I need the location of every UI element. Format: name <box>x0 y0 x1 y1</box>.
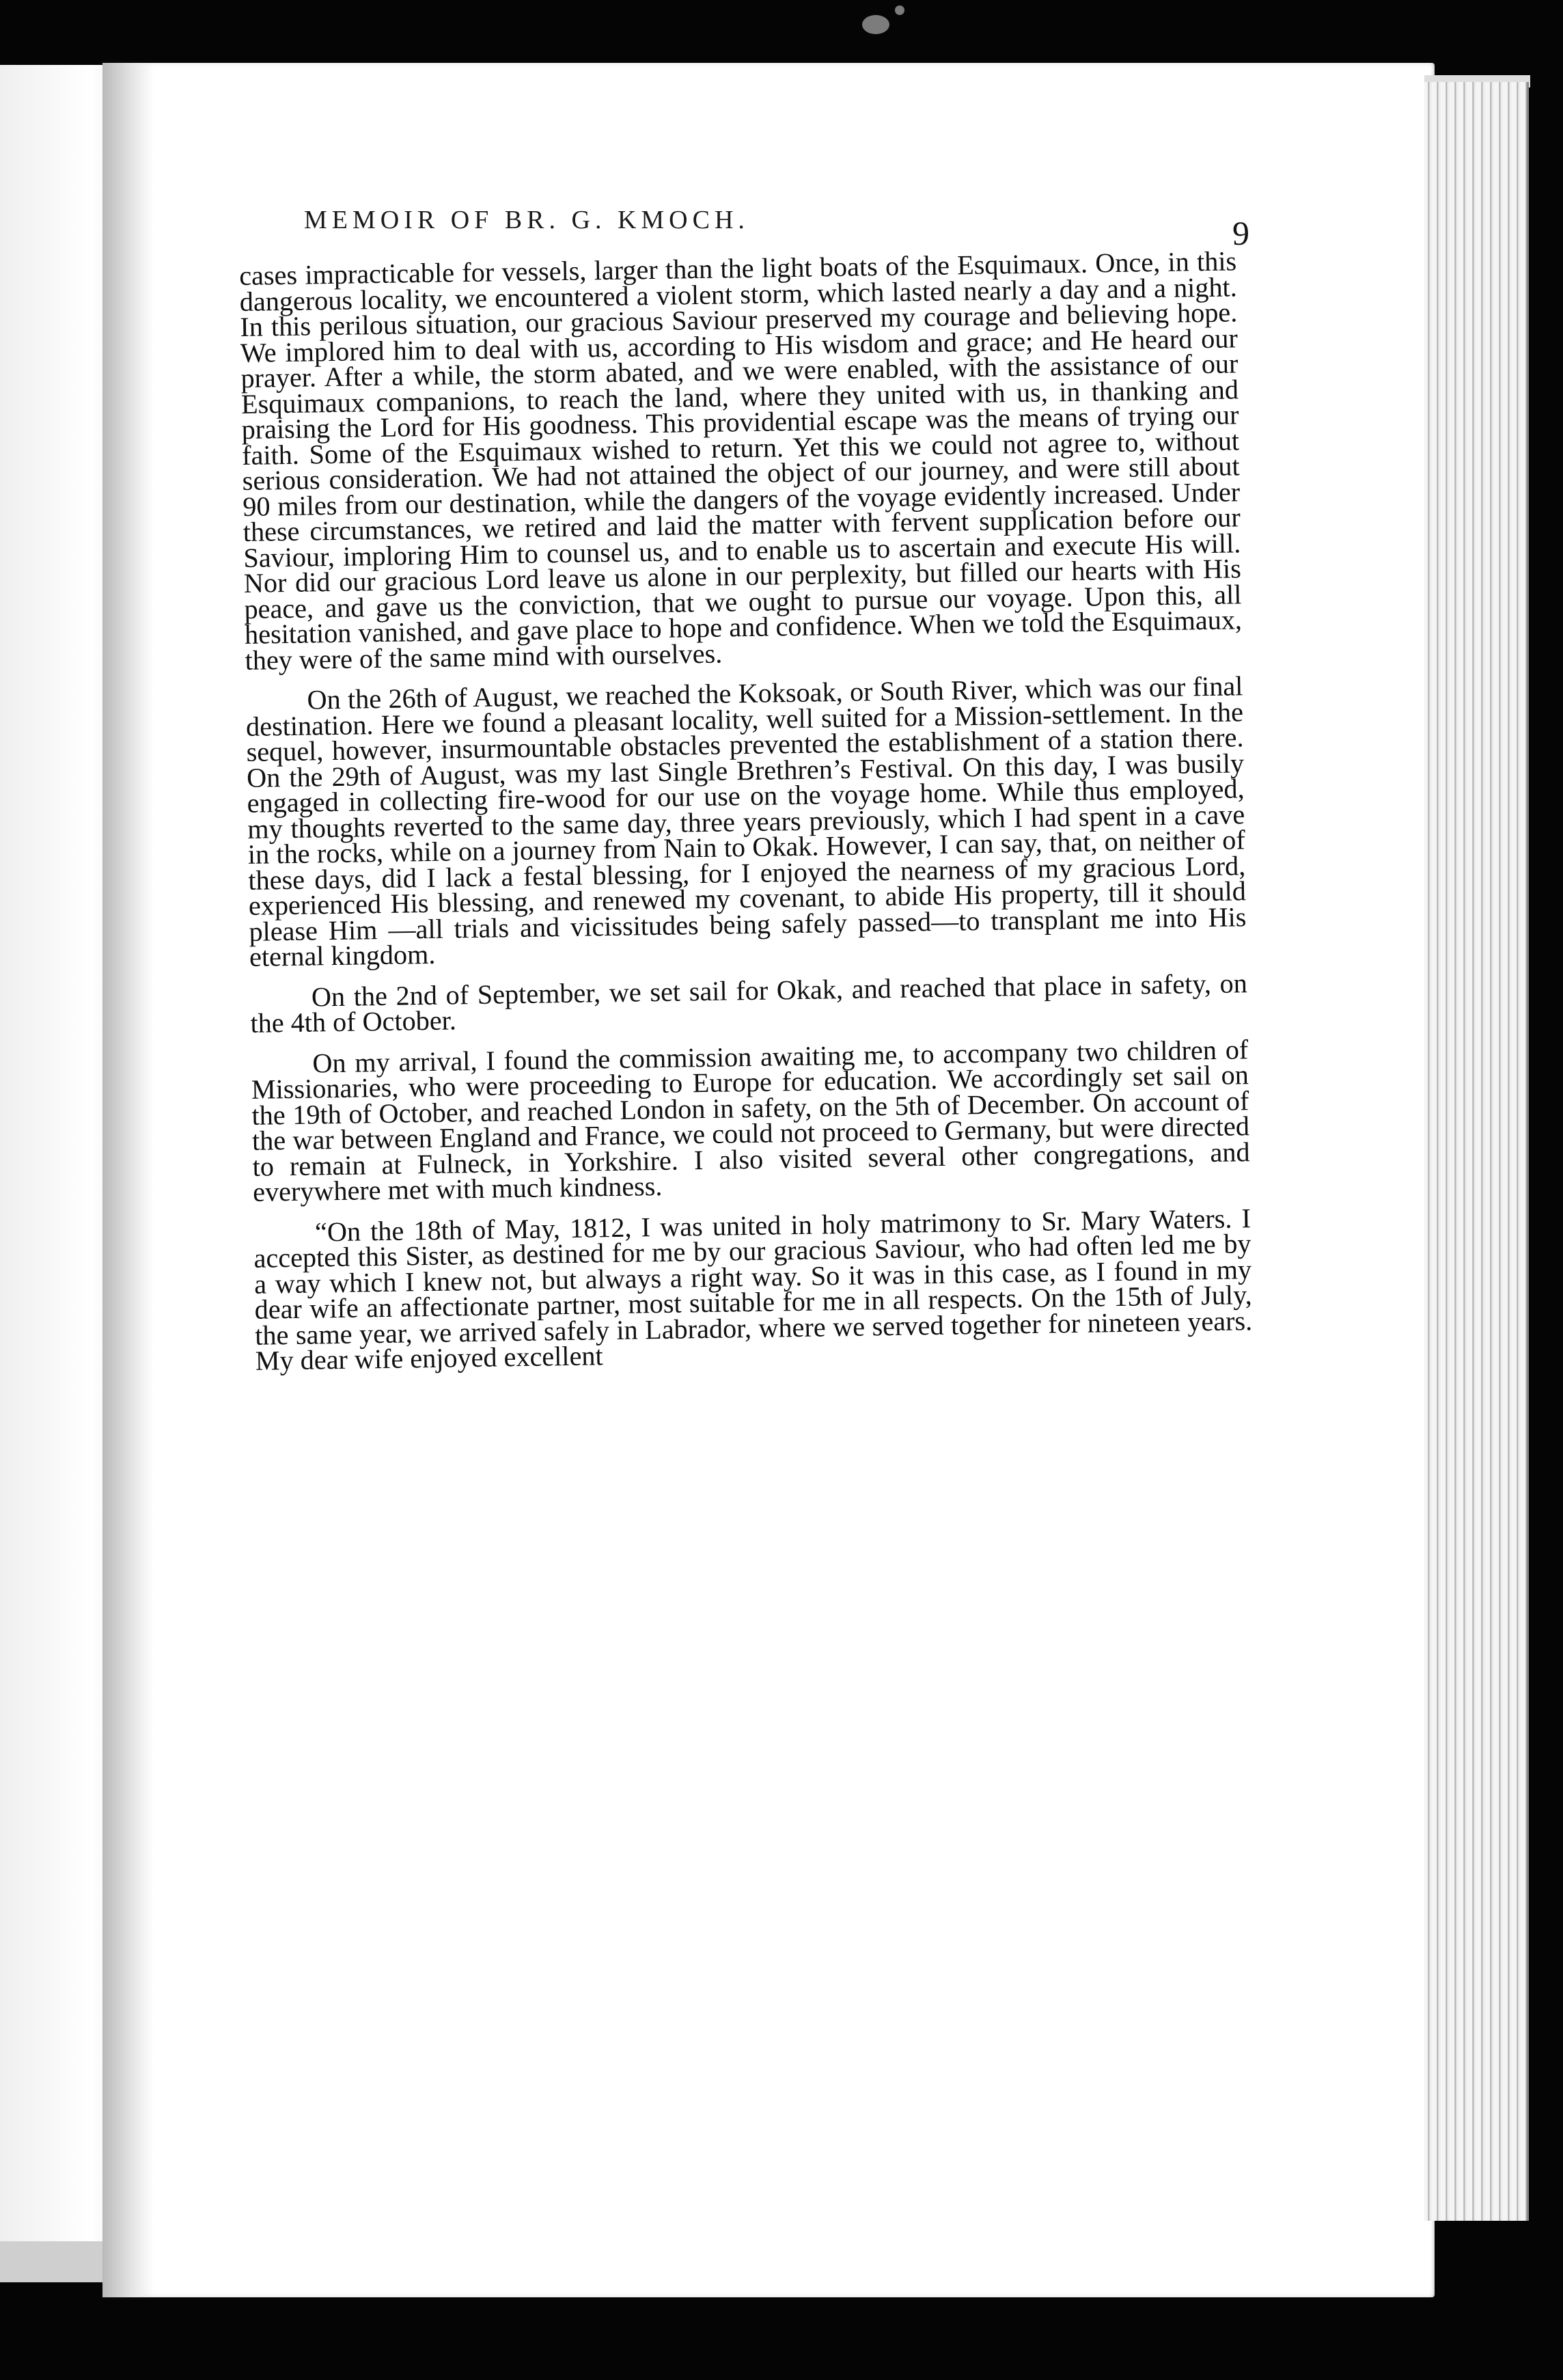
gutter-shadow <box>102 63 154 2297</box>
paragraph: “On the 18th of May, 1812, I was united in holy matrimony to Sr. Mary Waters. I accepted this Sister, as destined for me by our gracious Saviour, who had often led me by a way which I knew not, but always a right way. So it was in this case, as I found in my dear wife an affectionate partner, most suitable for me in all respects. On the 15th of July, the same year, we arrived safely in Labrador, where we served together for nineteen years. My dear wife enjoyed excellent <box>253 1202 1253 1376</box>
scan-speck <box>895 5 904 15</box>
running-head-title: MEMOIR OF BR. G. KMOCH. <box>304 206 749 234</box>
body-text <box>238 245 1253 1389</box>
page-fore-edge <box>1424 82 1529 2221</box>
paragraph: On the 2nd of September, we set sail for Okak, and reached that place in safety, on the 4th of October. <box>250 967 1248 1039</box>
scan-speck <box>862 15 889 34</box>
paragraph: cases impracticable for vessels, larger than the light boats of the Esquimaux. Once, in this dangerous locality, we encountered a violent storm, which lasted nearly a day and a night. In this perilous situation, our gracious Saviour preserved my courage and believing hope. We implored him to deal with us, according to His wisdom and grace; and He heard our prayer. After a while, the storm abated, and we were enabled, with the assistance of our Esquimaux companions, to reach the land, where they united with us, in thanking and praising the Lord for His goodness. This providential escape was the means of trying our faith. Some of the Esquimaux wished to return. Yet this we could not agree to, without serious consideration. We had not attained the object of our journey, and were still about 90 miles from our destination, while the dangers of the voyage evidently increased. Under these circumstances, we retired and laid the matter with fervent supplication before our Saviour, imploring Him to counsel us, and to enable us to ascertain and execute His will. Nor did our gracious Lord leave us alone in our perplexity, but filled our hearts with His peace, and gave us the conviction, that we ought to pursue our voyage. Upon this, all hesitation vanished, and gave place to hope and confidence. When we told the Esquimaux, they were of the same mind with ourselves. <box>238 245 1243 676</box>
page-number: 9 <box>1232 214 1249 252</box>
paragraph: On my arrival, I found the commission awaiting me, to accompany two children of Missionaries, who were proceeding to Europe for education. We accordingly set sail on the 19th of October, and reached London in safety, on the 5th of December. On account of the war between England and France, we could not proceed to Germany, but were directed to remain at Fulneck, in Yorkshire. I also visited several other congregations, and everywhere met with much kindness. <box>251 1033 1250 1207</box>
paragraph: On the 26th of August, we reached the Koksoak, or South River, which was our final destination. Here we found a pleasant locality, well suited for a Mission-settlement. In the sequel, however, insurmountable obstacles prevented the establishment of a station there. On the 29th of August, was my last Single Brethren’s Festival. On this day, I was busily engaged in collecting fire-wood for our use on the voyage home. While thus employed, my thoughts reverted to the same day, three years previously, which I had spent in a cave in the rocks, while on a journey from Nain to Okak. However, I can say, that, on neither of these days, did I lack a festal blessing, for I enjoyed the nearness of my gracious Lord, experienced His blessing, and renewed my covenant, to abide His property, till it should please Him —all trials and vicissitudes being safely passed—to transplant me into His eternal kingdom. <box>245 670 1247 972</box>
